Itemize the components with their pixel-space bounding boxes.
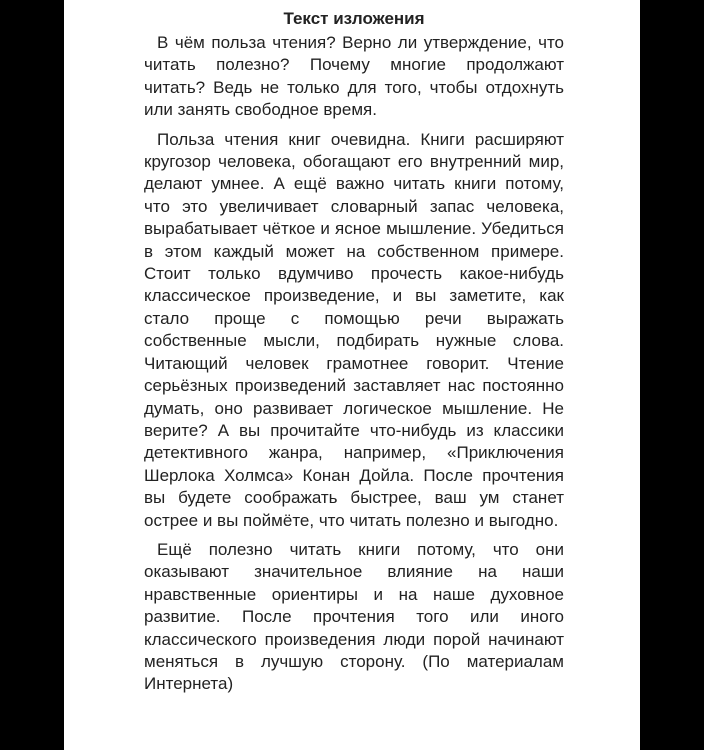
document-title: Текст изложения <box>283 9 425 28</box>
document-body <box>144 8 564 703</box>
document-page <box>64 0 640 750</box>
paragraph-2: Польза чтения книг очевидна. Книги расширяют кругозор человека, обогащают его внутренний мир, делают умнее. А ещё важно читать книги потому, что это увеличивает словарный запас человека, вырабатывает чёткое и ясное мышление. Убедиться в этом каждый может на собственном примере. Стоит только вдумчиво прочесть какое-нибудь классическое произведение, и вы заметите, как стало проще с помощью речи выражать собственные мысли, подбирать нужные слова. Читающий человек грамотнее говорит. Чтение серьёзных произведений заставляет нас постоянно думать, оно развивает логическое мышление. Не верите? А вы прочитайте что-нибудь из классики детективного жанра, например, «Приключения Шерлока Холмса» Конан Дойла. После прочтения вы будете соображать быстрее, ваш ум станет острее и вы поймёте, что читать полезно и выгодно. <box>144 129 564 530</box>
paragraph-3: Ещё полезно читать книги потому, что они оказывают значительное влияние на наши нравственные ориентиры и на наше духовное развитие. После прочтения того или иного классического произведения люди порой начинают меняться в лучшую сторону. (По материалам Интернета) <box>144 539 564 694</box>
paragraph-1: В чём польза чтения? Верно ли утверждение, что читать полезно? Почему многие продолжают читать? Ведь не только для того, чтобы отдохнуть или занять свободное время. <box>144 33 564 120</box>
